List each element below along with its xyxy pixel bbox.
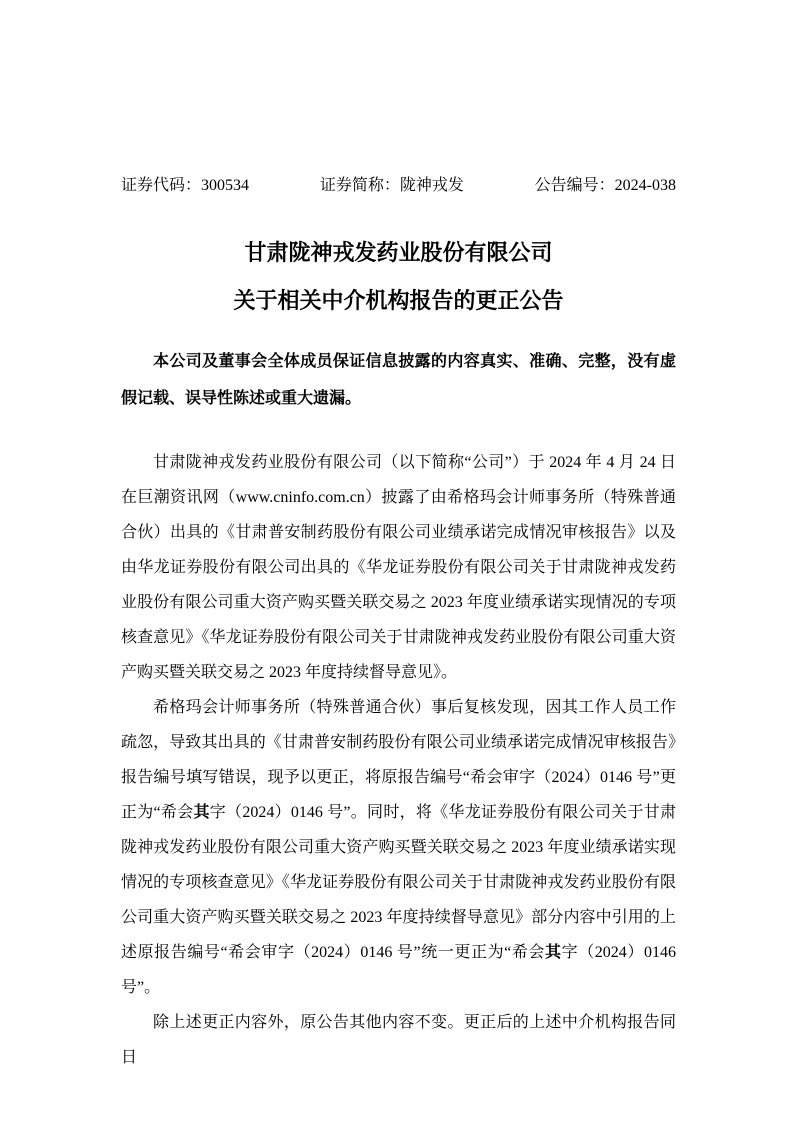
body-paragraph-closing: 除上述更正内容外，原公告其他内容不变。更正后的上述中介机构报告同日 — [121, 1014, 676, 1066]
announcement-number: 公告编号：2024-038 — [534, 177, 676, 194]
document-header — [121, 176, 676, 196]
disclaimer-statement: 本公司及董事会全体成员保证信息披露的内容真实、准确、完整，没有虚假记载、误导性陈述或重大遗漏。 — [121, 353, 676, 407]
company-name-title-line: 甘肃陇神戎发药业股份有限公司 — [244, 240, 553, 265]
stock-name: 证券简称：陇神戎发 — [319, 177, 464, 194]
document-body — [121, 445, 676, 1075]
body-paragraph-disclosure: 甘肃陇神戎发药业股份有限公司（以下简称“公司”）于 2024 年 4 月 24 日在巨潮资讯网（www.cninfo.com.cn）披露了由希格玛会计师事务所（特殊普通合伙）出具的《甘肃普安制药股份有限公司业绩承诺完成情况审核报告》以及由华龙证券股份有限公司出具的《华龙证券股份有限公司关于甘肃陇神戎发药业股份有限公司重大资产购买暨关联交易之 2023 年度业绩承诺实现情况的专项核查意见》《华龙证券股份有限公司关于甘肃陇神戎发药业股份有限公司重大资产购买暨关联交易之 2023 年度持续督导意见》。 — [121, 454, 676, 681]
stock-code: 证券代码：300534 — [121, 177, 250, 194]
announcement-subject-title-line: 关于相关中介机构报告的更正公告 — [233, 288, 564, 313]
document-title — [121, 229, 676, 325]
body-paragraph-correction: 希格玛会计师事务所（特殊普通合伙）事后复核发现，因其工作人员工作疏忽，导致其出具的《甘肃普安制药股份有限公司业绩承诺完成情况审核报告》报告编号填写错误，现予以更正，将原报告编号“希会审字（2024）0146 号”更正为“希会其字（2024）0146 号”。同时，将《华龙证券股份有限公司关于甘肃陇神戎发药业股份有限公司重大资产购买暨关联交易之 2023 年度业绩承诺实现情况的专项核查意见》《华龙证券股份有限公司关于甘肃陇神戎发药业股份有限公司重大资产购买暨关联交易之 2023 年度持续督导意见》部分内容中引用的上述原报告编号“希会审字（2024）0146 号”统一更正为“希会其字（2024）0146 号”。 — [121, 699, 676, 996]
